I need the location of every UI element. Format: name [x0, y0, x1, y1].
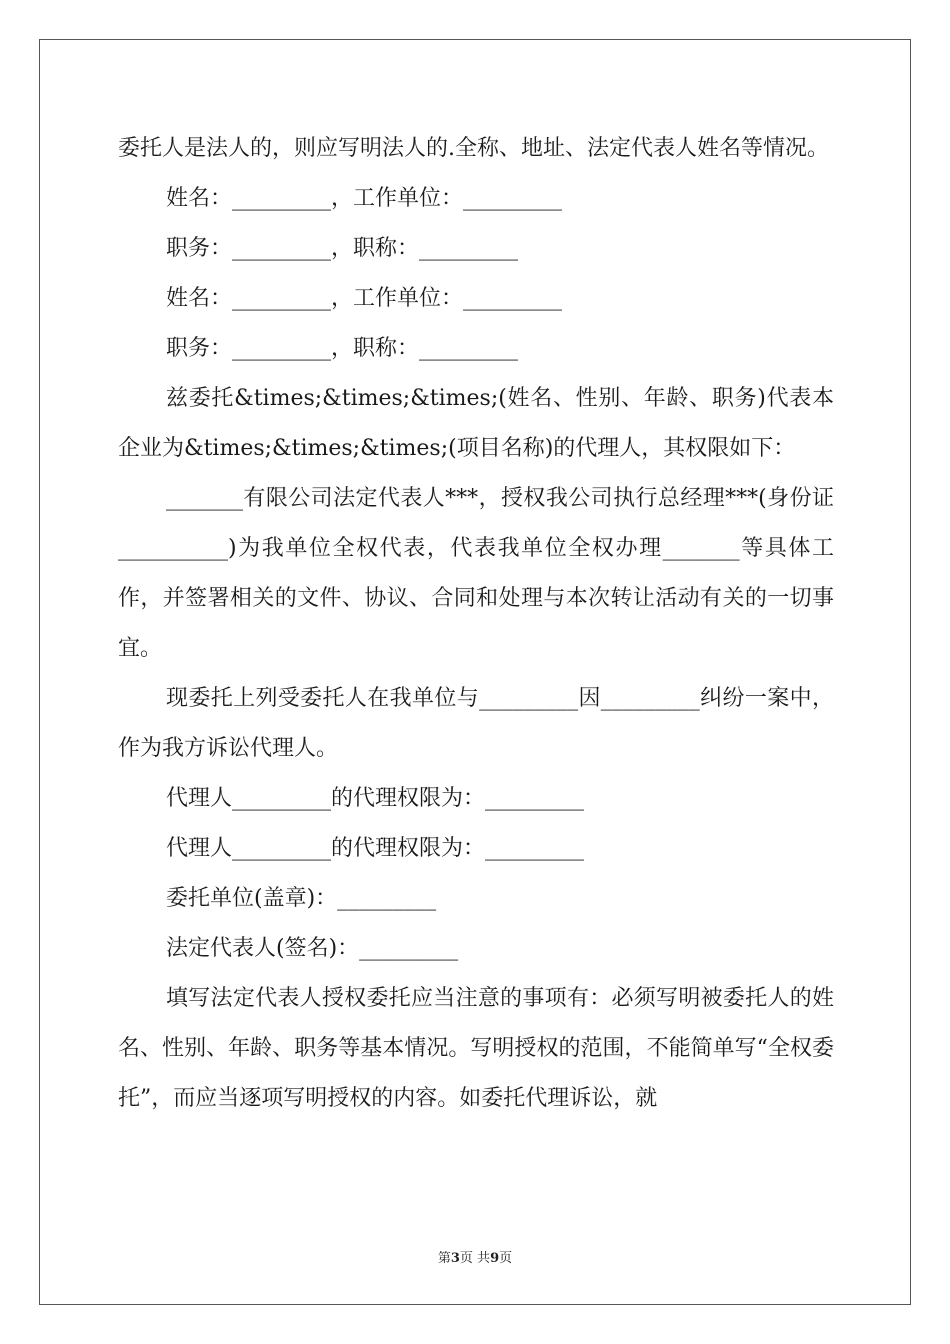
footer-page-total: 9	[490, 1251, 500, 1266]
paragraph-litigation-agent: 现委托上列受委托人在我单位与_________因_________纠纷一案中，作为我方诉讼代理人。	[118, 686, 834, 761]
document-body	[118, 124, 834, 1124]
paragraph-legal-rep-signature: 法定代表人(签名)：_________	[166, 936, 459, 961]
paragraph-agent-authority-2: 代理人_________的代理权限为：_________	[166, 836, 585, 861]
footer-page-prefix: 第	[437, 1251, 451, 1266]
footer-page-current: 3	[450, 1251, 460, 1266]
paragraph-entrusting-unit-seal: 委托单位(盖章)：_________	[166, 886, 437, 911]
paragraph-position-title-2: 职务：_________，职称：_________	[166, 336, 519, 361]
paragraph-entrustment-statement: 兹委托&times;&times;&times;(姓名、性别、年龄、职务)代表本企业为&times;&times;&times;(项目名称)的代理人，其权限如下：	[118, 386, 834, 461]
footer-page-mid: 页 共	[459, 1251, 491, 1266]
paragraph-name-workplace-1: 姓名：_________，工作单位：_________	[166, 186, 563, 211]
paragraph-name-workplace-2: 姓名：_________，工作单位：_________	[166, 286, 563, 311]
paragraph-entrustor-legal-person: 委托人是法人的，则应写明法人的.全称、地址、法定代表人姓名等情况。	[118, 136, 829, 161]
paragraph-agent-authority-1: 代理人_________的代理权限为：_________	[166, 786, 585, 811]
paragraph-authorization: _______有限公司法定代表人***，授权我公司执行总经理***(身份证__________)为我单位全权代表，代表我单位全权办理_______等具体工作，并签署相关的文件、协议、合同和处理与本次转让活动有关的一切事宜。	[118, 486, 834, 661]
paragraph-notes: 填写法定代表人授权委托应当注意的事项有：必须写明被委托人的姓名、性别、年龄、职务等基本情况。写明授权的范围，不能简单写“全权委托”，而应当逐项写明授权的内容。如委托代理诉讼，就	[118, 986, 834, 1111]
paragraph-position-title-1: 职务：_________，职称：_________	[166, 236, 519, 261]
page-footer	[0, 1247, 950, 1266]
footer-page-suffix: 页	[499, 1251, 513, 1266]
